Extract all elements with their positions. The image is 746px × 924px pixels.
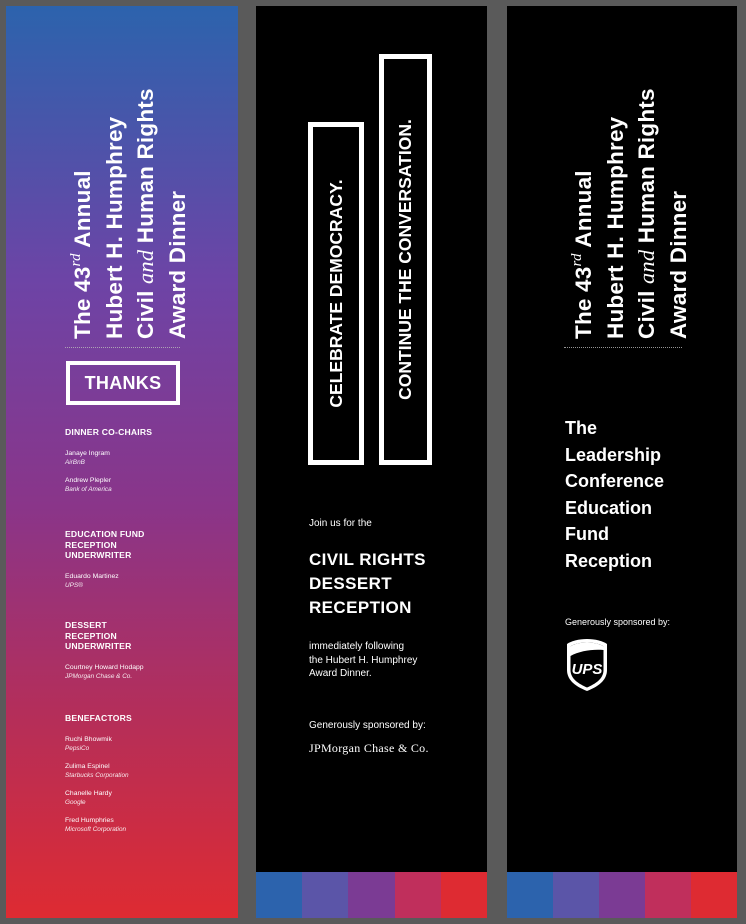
person-name: Chanelle Hardy [65, 789, 112, 797]
list-item [65, 789, 235, 807]
following-text [309, 640, 479, 681]
person-org: Microsoft Corporation [65, 825, 127, 833]
color-swatch [553, 872, 599, 918]
reception-line: The [565, 418, 598, 438]
section-heading: DINNER CO-CHAIRS [65, 427, 153, 437]
title-line-3-end: Human Rights [634, 88, 659, 250]
jpmorgan-logo: JPMorgan Chase & Co. [309, 741, 429, 755]
color-swatch [691, 872, 737, 918]
following-line: Award Dinner. [309, 668, 372, 679]
person-name: Courtney Howard Hodapp [65, 663, 144, 671]
person-org: AirBnB [65, 458, 85, 466]
title-line-1-end: Annual [70, 170, 95, 254]
title-line-2: Hubert H. Humphrey [602, 116, 628, 339]
color-swatch [302, 872, 348, 918]
dotted-divider [65, 347, 180, 348]
color-bar [256, 872, 487, 918]
color-swatch [441, 872, 487, 918]
person-org: Bank of America [65, 485, 112, 493]
section-dinner-co-chairs [65, 427, 235, 503]
list-item [65, 476, 235, 494]
person-org: UPS® [65, 581, 83, 589]
section-heading: DESSERT RECEPTION UNDERWRITER [65, 620, 132, 651]
section-benefactors [65, 713, 235, 843]
color-bar [507, 872, 737, 918]
reception-line: Leadership [565, 444, 662, 465]
title-line-3-start: Civil [634, 284, 659, 339]
title-superscript: rd [68, 253, 84, 267]
dessert-reception-banner [256, 6, 487, 918]
color-swatch [599, 872, 645, 918]
person-org: Starbucks Corporation [65, 771, 129, 779]
person-name: Zulima Espinel [65, 762, 110, 770]
list-item [65, 663, 235, 681]
title-line-4: Award Dinner [164, 190, 190, 339]
thanks-box: THANKS [66, 361, 180, 405]
title-line-1-end: Annual [571, 170, 596, 254]
title-superscript: rd [569, 253, 585, 267]
leadership-conference-banner [507, 6, 737, 918]
person-org: Google [65, 798, 86, 806]
list-item [65, 735, 235, 753]
person-name: Ruchi Bhowmik [65, 735, 112, 743]
title-line-3-start: Civil [133, 284, 158, 339]
color-swatch [507, 872, 553, 918]
section-dessert-reception [65, 620, 144, 690]
person-name: Eduardo Martinez [65, 572, 119, 580]
title-line-3-end: Human Rights [133, 88, 158, 250]
dotted-divider [564, 347, 682, 348]
list-item [65, 816, 235, 834]
title-line-2: Hubert H. Humphrey [101, 116, 127, 339]
title-line-4: Award Dinner [665, 190, 691, 339]
event-name [309, 548, 479, 620]
event-line: CIVIL RIGHTS [309, 550, 426, 569]
color-swatch [348, 872, 394, 918]
thanks-banner [6, 6, 238, 918]
celebrate-democracy-box: CELEBRATE DEMOCRACY. [308, 122, 364, 465]
person-org: JPMorgan Chase & Co. [65, 672, 133, 680]
event-title-vertical [61, 88, 193, 339]
person-org: PepsiCo [65, 744, 90, 752]
sponsored-by-text: Generously sponsored by: [565, 617, 671, 627]
event-title-vertical [562, 88, 694, 339]
title-and-italic: and [133, 249, 158, 285]
person-name: Fred Humphries [65, 816, 114, 824]
color-swatch [256, 872, 302, 918]
reception-line: Reception [565, 550, 653, 571]
color-swatch [645, 872, 691, 918]
title-and-italic: and [634, 249, 659, 285]
list-item [65, 449, 235, 467]
following-line: immediately following [309, 641, 405, 652]
title-line-1: The 43 [70, 266, 95, 339]
event-line: RECEPTION [309, 598, 412, 617]
color-swatch [395, 872, 441, 918]
list-item [65, 572, 155, 590]
event-line: DESSERT [309, 574, 393, 593]
person-name: Andrew Plepler [65, 476, 112, 484]
section-heading: BENEFACTORS [65, 713, 132, 723]
section-education-fund [65, 529, 155, 599]
reception-line: Fund [565, 524, 609, 544]
reception-title [565, 415, 735, 574]
person-name: Janaye Ingram [65, 449, 110, 457]
section-heading: EDUCATION FUND RECEPTION UNDERWRITER [65, 529, 145, 560]
reception-line: Education [565, 497, 653, 518]
join-us-text: Join us for the [309, 518, 372, 529]
sponsored-by-text: Generously sponsored by: [309, 720, 426, 731]
reception-line: Conference [565, 471, 665, 491]
following-line: the Hubert H. Humphrey [309, 654, 418, 666]
title-line-1: The 43 [571, 266, 596, 339]
continue-conversation-box: CONTINUE THE CONVERSATION. [379, 54, 432, 465]
ups-logo-text: UPS [571, 661, 603, 678]
list-item [65, 762, 235, 780]
ups-logo-icon [565, 638, 609, 692]
